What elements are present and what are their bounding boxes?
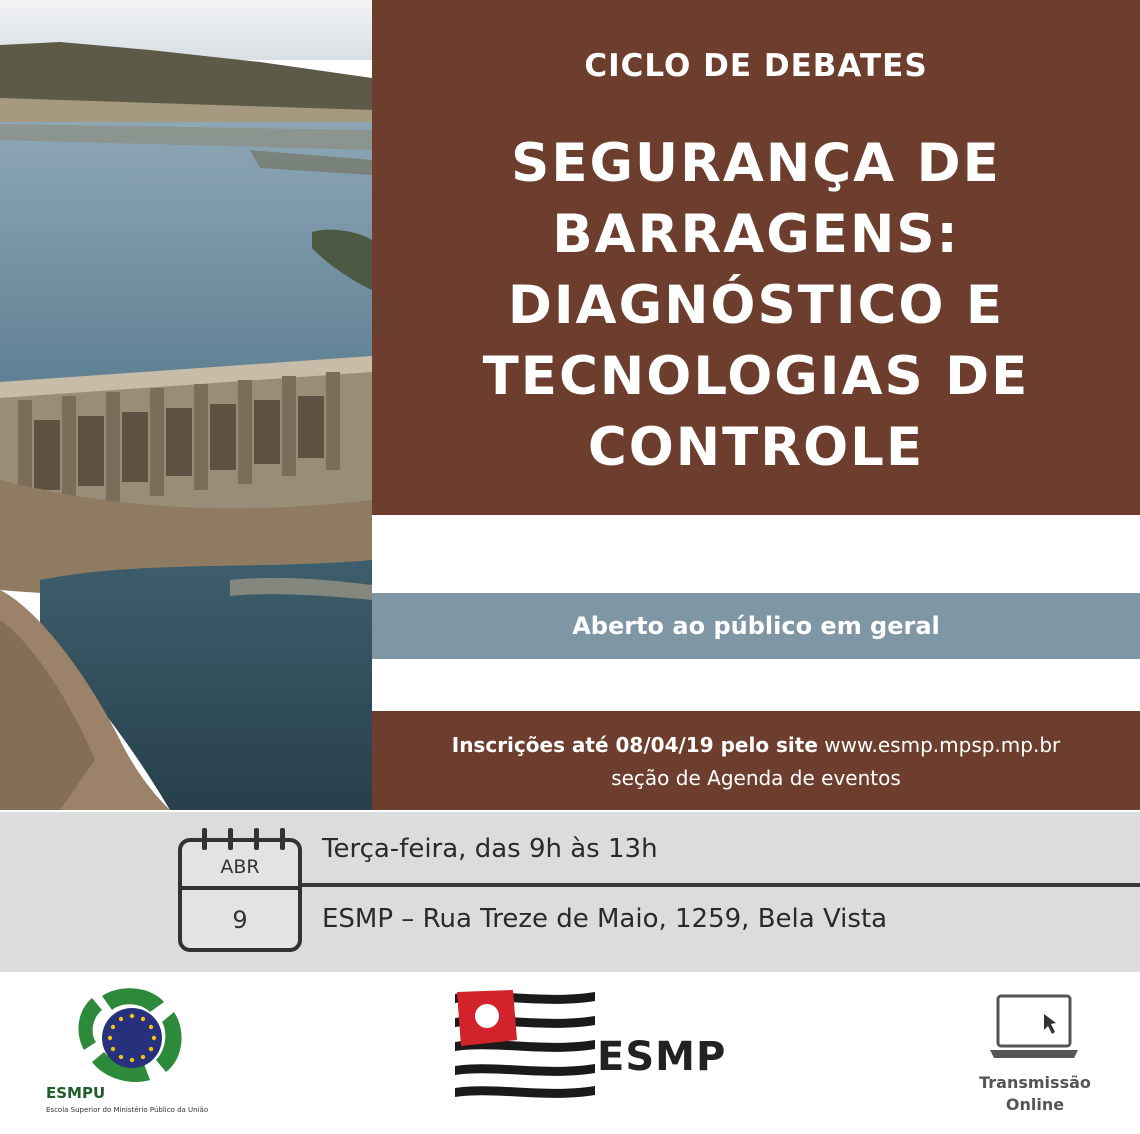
calendar-divider (182, 886, 298, 890)
spacer-band (372, 659, 1140, 711)
spacer-band (372, 515, 1140, 593)
calendar-day: 9 (232, 906, 248, 934)
registration-deadline: Inscrições até 08/04/19 pelo site (451, 733, 818, 757)
event-details-strip (0, 812, 1140, 972)
event-title-line: SEGURANÇA DE (511, 133, 1001, 194)
event-title-line: CONTROLE (587, 417, 925, 478)
event-location: ESMP – Rua Treze de Maio, 1259, Bela Vista (322, 904, 888, 934)
calendar-ring (280, 828, 285, 850)
online-label-line: Online (1005, 1095, 1065, 1114)
registration-section: seção de Agenda de eventos (611, 766, 901, 790)
esmpu-subtitle: Escola Superior do Ministério Público da União (46, 1106, 209, 1114)
online-label (960, 1072, 1110, 1116)
laptop-cursor-icon (960, 990, 1110, 1070)
event-title-line: TECNOLOGIAS DE (482, 346, 1030, 407)
calendar-ring (254, 828, 259, 850)
footer-logos (0, 972, 1140, 1134)
esmp-wordmark: ESMP (597, 1034, 727, 1080)
calendar-icon (178, 838, 302, 952)
event-title (372, 128, 1140, 483)
event-title-line: DIAGNÓSTICO E (507, 275, 1005, 336)
calendar-month: ABR (220, 856, 260, 878)
event-schedule: Terça-feira, das 9h às 13h (322, 834, 658, 864)
registration-url[interactable]: www.esmp.mpsp.mp.br (824, 733, 1061, 757)
esmp-logo (455, 988, 745, 1100)
registration-panel (372, 711, 1140, 810)
registration-line (372, 729, 1140, 762)
esmpu-name: ESMPU (46, 1084, 106, 1102)
esmpu-logo (40, 982, 260, 1128)
online-transmission (960, 990, 1110, 1130)
event-title-line: BARRAGENS: (552, 204, 960, 265)
online-label-line: Transmissão (979, 1073, 1091, 1092)
divider (300, 883, 1140, 887)
dam-photo (0, 0, 372, 810)
sao-paulo-flag-icon (455, 988, 595, 1100)
audience-banner: Aberto ao público em geral (372, 593, 1140, 659)
event-series-label: CICLO DE DEBATES (584, 48, 928, 84)
esmpu-emblem-icon (40, 982, 260, 1082)
calendar-ring (202, 828, 207, 850)
calendar-ring (228, 828, 233, 850)
title-panel (372, 0, 1140, 515)
